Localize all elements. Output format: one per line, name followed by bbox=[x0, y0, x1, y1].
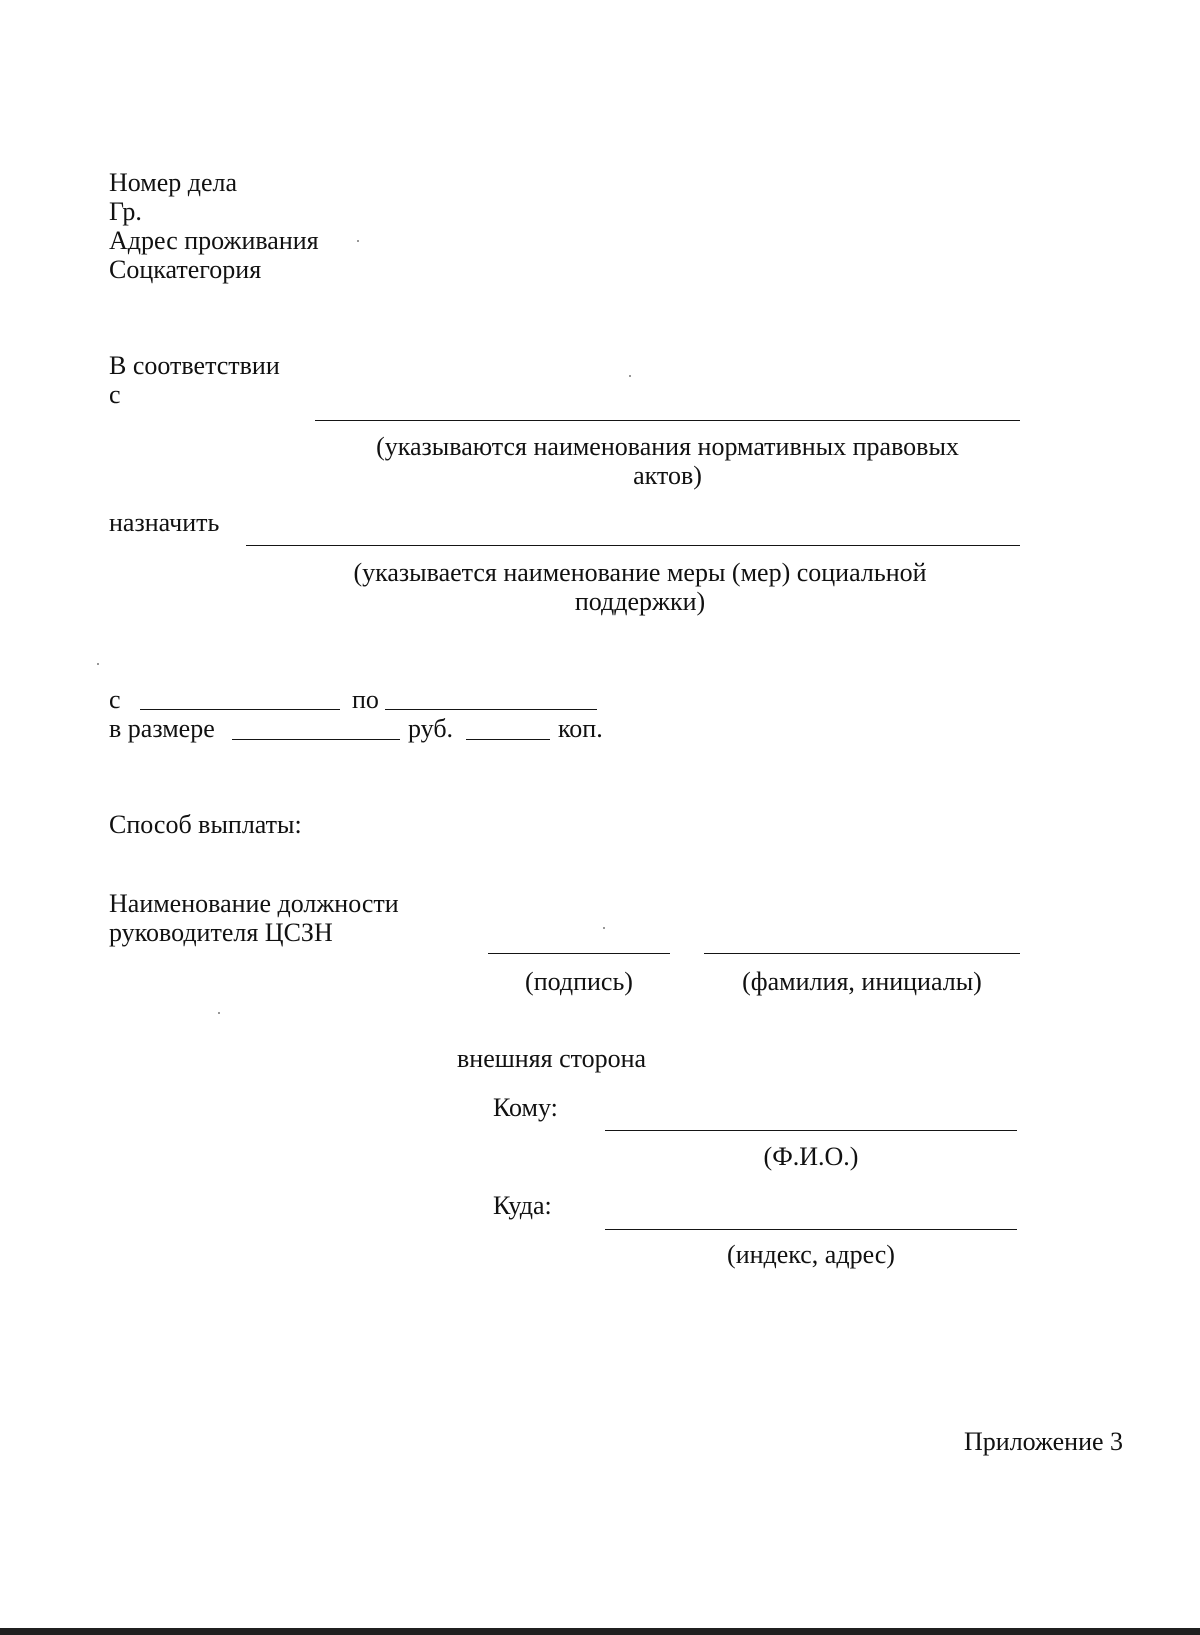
period-to-field-line[interactable] bbox=[385, 709, 597, 710]
scan-speck bbox=[357, 240, 359, 242]
address-label: Адрес проживания bbox=[109, 226, 319, 255]
amount-label: в размере bbox=[109, 714, 215, 743]
support-measure-caption bbox=[280, 558, 1000, 616]
assign-label: назначить bbox=[109, 508, 220, 537]
recipient-label: Кому: bbox=[493, 1093, 558, 1122]
scan-bottom-edge bbox=[0, 1628, 1200, 1635]
full-name-field-line[interactable] bbox=[704, 953, 1020, 954]
signature-caption: (подпись) bbox=[525, 967, 633, 996]
outer-side-title: внешняя сторона bbox=[457, 1044, 647, 1073]
support-measure-field-line[interactable] bbox=[246, 545, 1020, 546]
scan-speck bbox=[603, 927, 605, 929]
legal-acts-caption-line2: актов) bbox=[633, 461, 702, 490]
address-field-line[interactable] bbox=[605, 1229, 1017, 1230]
accordance-label: В соответствии bbox=[109, 351, 280, 380]
recipient-field-line[interactable] bbox=[605, 1130, 1017, 1131]
appendix-label: Приложение 3 bbox=[964, 1427, 1124, 1456]
kop-label: коп. bbox=[558, 714, 603, 743]
legal-acts-caption-line1: (указываются наименования нормативных правовых bbox=[376, 432, 959, 461]
scan-speck bbox=[218, 1012, 220, 1014]
amount-rub-field-line[interactable] bbox=[232, 739, 400, 740]
full-name-caption: (фамилия, инициалы) bbox=[742, 967, 982, 996]
payment-method-label: Способ выплаты: bbox=[109, 810, 302, 839]
amount-kop-field-line[interactable] bbox=[466, 739, 550, 740]
head-position-line2: руководителя ЦСЗН bbox=[109, 918, 333, 947]
support-measure-caption-line2: поддержки) bbox=[574, 587, 706, 616]
accordance-with-label: с bbox=[109, 380, 121, 409]
scan-speck bbox=[629, 375, 631, 377]
period-from-label: с bbox=[109, 685, 121, 714]
citizen-label: Гр. bbox=[109, 197, 142, 226]
social-category-label: Соцкатегория bbox=[109, 255, 262, 284]
scan-speck bbox=[97, 663, 99, 665]
legal-acts-field-line[interactable] bbox=[315, 420, 1020, 421]
recipient-caption: (Ф.И.О.) bbox=[763, 1142, 859, 1171]
head-position-line1: Наименование должности bbox=[109, 889, 399, 918]
rub-label: руб. bbox=[408, 714, 454, 743]
support-measure-caption-line1: (указывается наименование меры (мер) социальной bbox=[353, 558, 927, 587]
address-caption: (индекс, адрес) bbox=[727, 1240, 895, 1269]
signature-field-line[interactable] bbox=[488, 953, 670, 954]
period-to-label: по bbox=[352, 685, 379, 714]
address-to-label: Куда: bbox=[493, 1191, 552, 1220]
case-number-label: Номер дела bbox=[109, 168, 238, 197]
period-from-field-line[interactable] bbox=[140, 709, 340, 710]
legal-acts-caption bbox=[315, 432, 1020, 490]
